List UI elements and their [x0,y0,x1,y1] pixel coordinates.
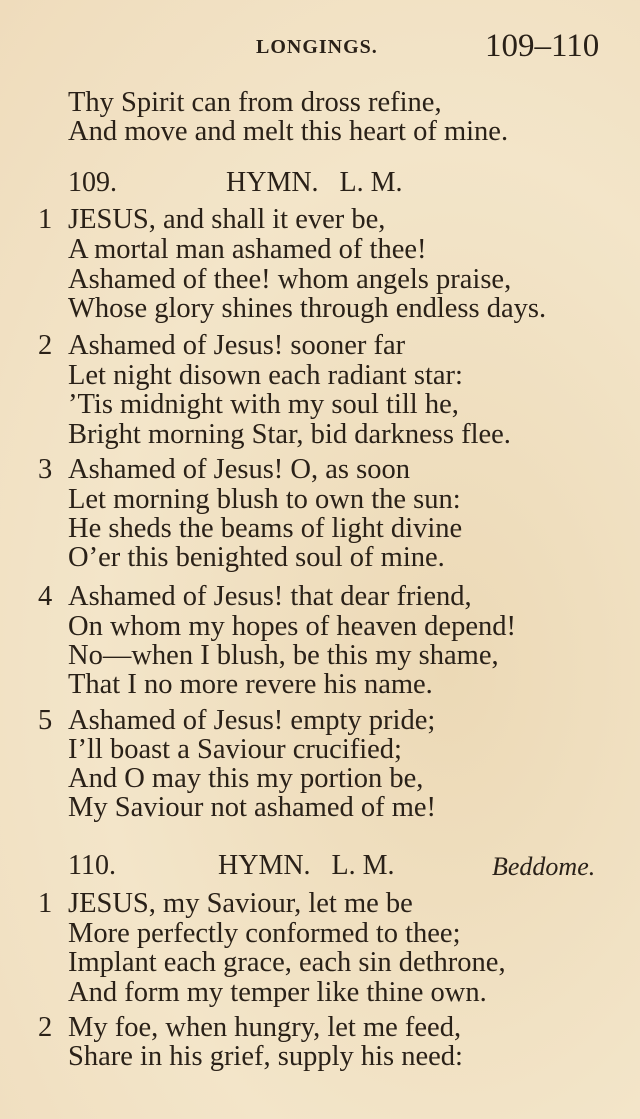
verse-line: My foe, when hungry, let me feed, [68,1012,462,1043]
hymn-meter-heading: HYMN. L. M. [226,167,403,198]
carryover-line: And move and melt this heart of mine. [68,116,509,147]
stanza-number: 1 [38,888,53,919]
stanza-number: 2 [38,330,53,361]
running-title: LONGINGS. [256,36,378,58]
verse-line: That I no more revere his name. [68,669,433,700]
verse-line: O’er this benighted soul of mine. [68,542,445,573]
carryover-line: Thy Spirit can from dross refine, [68,87,442,118]
hymn-number: 110. [68,850,116,881]
page-header [0,28,640,68]
verse-line: Share in his grief, supply his need: [68,1041,463,1072]
verse-line: Ashamed of Jesus! empty pride; [68,705,436,736]
stanza-number: 5 [38,705,53,736]
verse-line: Ashamed of Jesus! that dear friend, [68,581,472,612]
verse-line: ’Tis midnight with my soul till he, [68,389,459,420]
hymn-author: Beddome. [492,852,596,881]
stanza-number: 3 [38,454,53,485]
verse-line: Ashamed of thee! whom angels praise, [68,264,512,295]
verse-line: JESUS, my Saviour, let me be [68,888,413,919]
verse-line: A mortal man ashamed of thee! [68,234,427,265]
verse-line: On whom my hopes of heaven depend! [68,611,516,642]
verse-line: Ashamed of Jesus! sooner far [68,330,406,361]
verse-line: Implant each grace, each sin dethrone, [68,947,506,978]
verse-line: He sheds the beams of light divine [68,513,463,544]
verse-line: Bright morning Star, bid darkness flee. [68,419,511,450]
verse-line: My Saviour not ashamed of me! [68,792,437,823]
hymn-number: 109. [68,167,117,198]
verse-line: No—when I blush, be this my shame, [68,640,499,671]
verse-line: I’ll boast a Saviour crucified; [68,734,402,765]
stanza-number: 1 [38,204,53,235]
verse-line: And O may this my portion be, [68,763,424,794]
verse-line: More perfectly conformed to thee; [68,918,461,949]
verse-line: Ashamed of Jesus! O, as soon [68,454,410,485]
hymn-range: 109–110 [485,28,600,64]
stanza-number: 4 [38,581,53,612]
verse-line: Let morning blush to own the sun: [68,484,461,515]
stanza-number: 2 [38,1012,53,1043]
verse-line: Let night disown each radiant star: [68,360,463,391]
verse-line: JESUS, and shall it ever be, [68,204,386,235]
verse-line: And form my temper like thine own. [68,977,487,1008]
verse-line: Whose glory shines through endless days. [68,293,547,324]
hymn-meter-heading: HYMN. L. M. [218,850,395,881]
